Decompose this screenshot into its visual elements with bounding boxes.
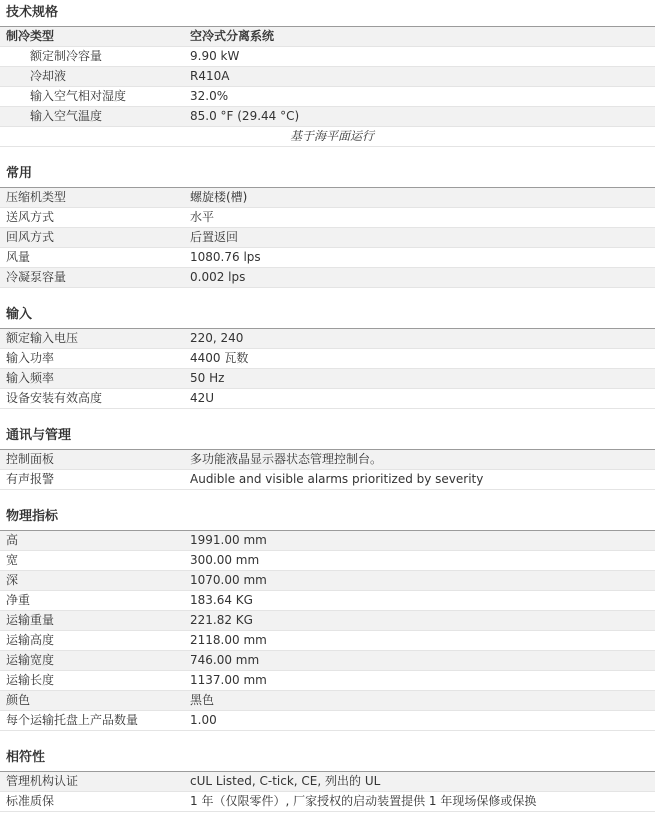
spec-value: Audible and visible alarms prioritized by severity <box>190 472 484 486</box>
spec-label: 风量 <box>6 250 31 264</box>
spec-row <box>0 631 655 651</box>
spec-value: 空冷式分离系统 <box>190 29 275 43</box>
section-gap <box>0 288 655 302</box>
spec-row <box>0 369 655 389</box>
spec-row <box>0 107 655 127</box>
spec-label: 输入空气温度 <box>30 109 103 123</box>
spec-label: 输入频率 <box>6 371 55 385</box>
section-gap <box>0 731 655 745</box>
spec-value: 水平 <box>190 210 215 224</box>
spec-section <box>0 504 655 731</box>
section-title: 相符性 <box>0 745 655 772</box>
spec-value: 32.0% <box>190 89 229 103</box>
spec-row <box>0 591 655 611</box>
spec-row <box>0 571 655 591</box>
spec-value: 220, 240 <box>190 331 244 345</box>
spec-label: 颜色 <box>6 693 31 707</box>
spec-label: 冷凝泵容量 <box>6 270 67 284</box>
spec-label: 输入空气相对湿度 <box>30 89 127 103</box>
spec-label: 冷却液 <box>30 69 67 83</box>
spec-row <box>0 450 655 470</box>
section-title: 输入 <box>0 302 655 329</box>
spec-label: 高 <box>6 533 19 547</box>
spec-label: 压缩机类型 <box>6 190 67 204</box>
spec-value: 1070.00 mm <box>190 573 267 587</box>
spec-value: 50 Hz <box>190 371 225 385</box>
spec-row <box>0 248 655 268</box>
spec-section <box>0 0 655 147</box>
spec-row <box>0 87 655 107</box>
spec-label: 额定输入电压 <box>6 331 79 345</box>
spec-value: 4400 瓦数 <box>190 351 249 365</box>
spec-row <box>0 531 655 551</box>
spec-row <box>0 329 655 349</box>
spec-value: 300.00 mm <box>190 553 260 567</box>
spec-label: 回风方式 <box>6 230 55 244</box>
spec-label: 有声报警 <box>6 472 55 486</box>
spec-label: 制冷类型 <box>6 29 55 43</box>
spec-value: 多功能液晶显示器状态管理控制台。 <box>190 452 383 466</box>
spec-value: 螺旋楼(槽) <box>190 190 248 204</box>
spec-value: 746.00 mm <box>190 653 260 667</box>
spec-value: 后置返回 <box>190 230 239 244</box>
spec-section <box>0 745 655 812</box>
spec-value: 85.0 °F (29.44 °C) <box>190 109 300 123</box>
spec-row <box>0 671 655 691</box>
spec-label: 每个运输托盘上产品数量 <box>6 713 139 727</box>
section-title: 物理指标 <box>0 504 655 531</box>
spec-row <box>0 611 655 631</box>
spec-label: 净重 <box>6 593 31 607</box>
spec-row <box>0 389 655 409</box>
spec-label: 宽 <box>6 553 19 567</box>
spec-row <box>0 792 655 812</box>
section-title: 技术规格 <box>0 0 655 27</box>
spec-section <box>0 423 655 490</box>
spec-row <box>0 470 655 490</box>
section-gap <box>0 147 655 161</box>
spec-label: 运输重量 <box>6 613 55 627</box>
spec-value: 1991.00 mm <box>190 533 267 547</box>
spec-value: 0.002 lps <box>190 270 246 284</box>
section-title: 通讯与管理 <box>0 423 655 450</box>
spec-row <box>0 711 655 731</box>
spec-label: 额定制冷容量 <box>30 49 103 63</box>
section-gap <box>0 490 655 504</box>
spec-label: 标准质保 <box>6 794 55 808</box>
spec-section <box>0 161 655 288</box>
spec-value: 183.64 KG <box>190 593 253 607</box>
spec-value: 1.00 <box>190 713 217 727</box>
spec-label: 运输高度 <box>6 633 55 647</box>
spec-row <box>0 67 655 87</box>
section-title: 常用 <box>0 161 655 188</box>
spec-row <box>0 691 655 711</box>
spec-row <box>0 349 655 369</box>
spec-value: 1080.76 lps <box>190 250 261 264</box>
spec-label: 送风方式 <box>6 210 55 224</box>
spec-row <box>0 188 655 208</box>
spec-value: 42U <box>190 391 215 405</box>
spec-row <box>0 268 655 288</box>
spec-label: 控制面板 <box>6 452 55 466</box>
spec-label: 设备安装有效高度 <box>6 391 103 405</box>
spec-label: 运输宽度 <box>6 653 55 667</box>
spec-value: 黑色 <box>190 693 215 707</box>
spec-label: 输入功率 <box>6 351 55 365</box>
section-gap <box>0 409 655 423</box>
spec-value: 9.90 kW <box>190 49 240 63</box>
spec-note: 基于海平面运行 <box>0 127 655 147</box>
spec-value: R410A <box>190 69 230 83</box>
spec-label: 深 <box>6 573 19 587</box>
spec-row <box>0 651 655 671</box>
spec-value: cUL Listed, C-tick, CE, 列出的 UL <box>190 774 381 788</box>
spec-row <box>0 27 655 47</box>
spec-value: 221.82 KG <box>190 613 253 627</box>
spec-row <box>0 228 655 248</box>
spec-row <box>0 551 655 571</box>
spec-value: 2118.00 mm <box>190 633 267 647</box>
spec-row <box>0 772 655 792</box>
spec-section <box>0 302 655 409</box>
spec-value: 1137.00 mm <box>190 673 267 687</box>
spec-row <box>0 47 655 67</box>
spec-label: 管理机构认证 <box>6 774 79 788</box>
spec-value: 1 年（仅限零件）, 厂家授权的启动装置提供 1 年现场保修或保换 <box>190 794 537 808</box>
spec-label: 运输长度 <box>6 673 55 687</box>
spec-row <box>0 208 655 228</box>
